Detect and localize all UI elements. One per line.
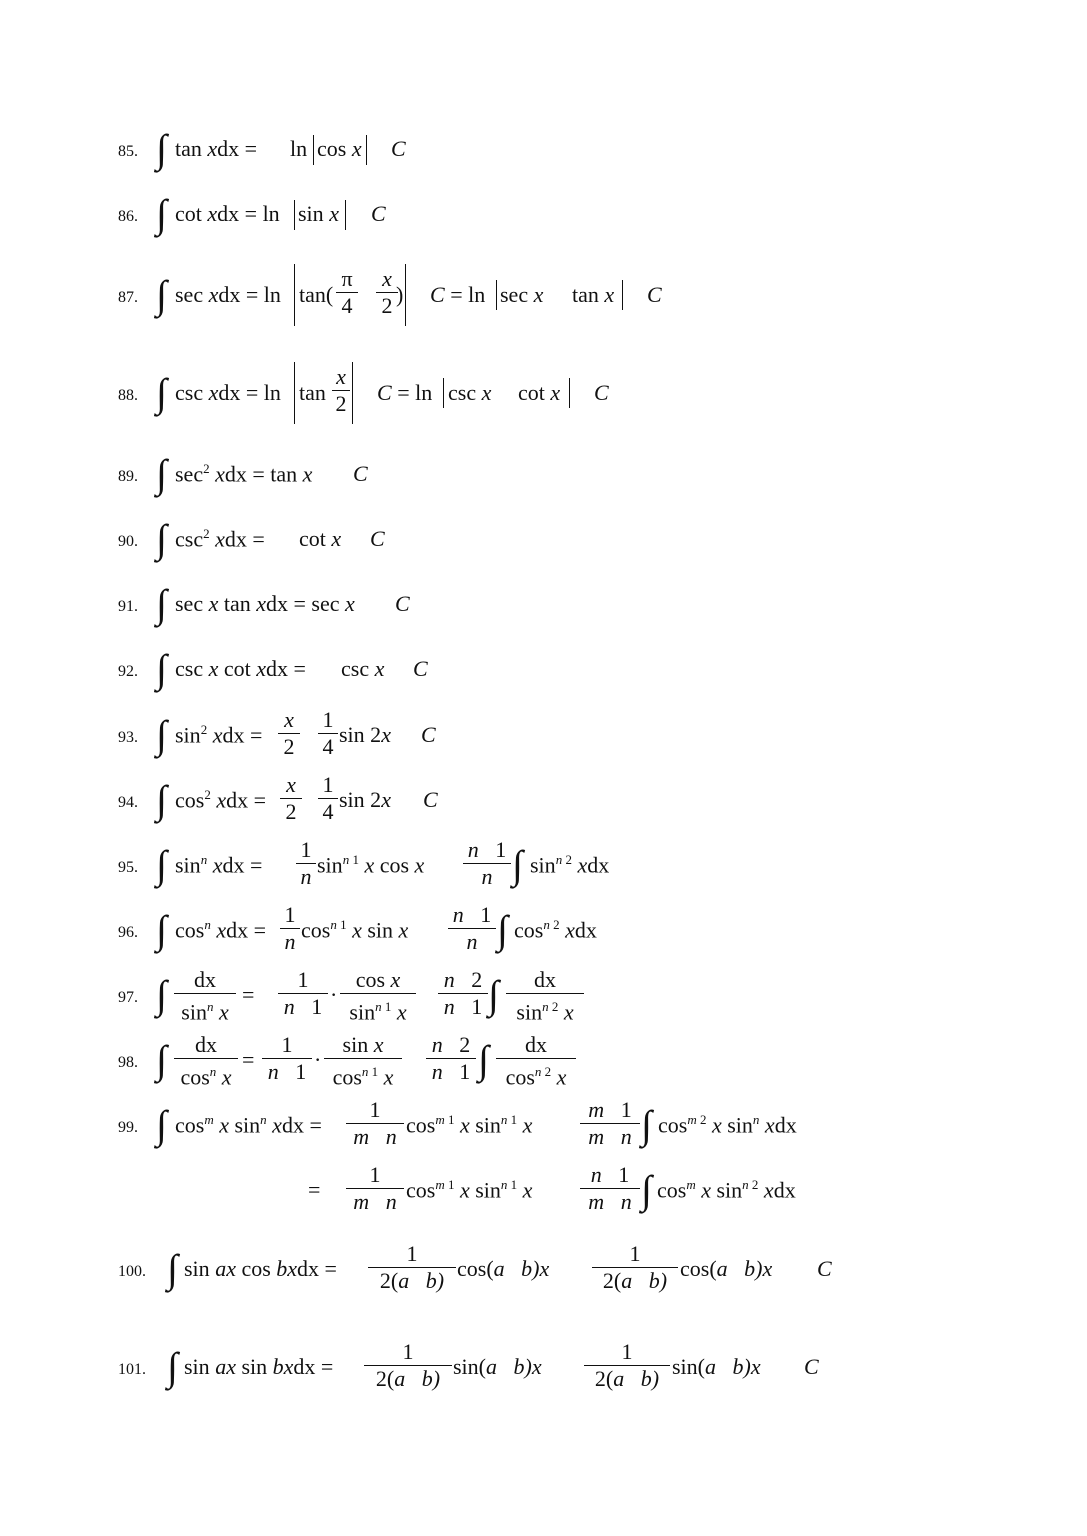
formula-number: 96. (118, 924, 138, 941)
integral-sign-icon: ∫ (488, 972, 499, 1017)
integral-sign-icon: ∫ (156, 646, 167, 691)
formula-number: 94. (118, 794, 138, 811)
formula-number: 98. (118, 1054, 138, 1071)
integral-sign-icon: ∫ (167, 1344, 178, 1389)
formula-number: 95. (118, 859, 138, 876)
formula-number: 89. (118, 468, 138, 485)
integral-sign-icon: ∫ (156, 516, 167, 561)
integral-sign-icon: ∫ (156, 712, 167, 757)
formula-number: 87. (118, 289, 138, 306)
integral-sign-icon: ∫ (641, 1167, 652, 1212)
formula-number: 91. (118, 598, 138, 615)
formula-number: 93. (118, 729, 138, 746)
formula-number: 92. (118, 663, 138, 680)
integral-sign-icon: ∫ (156, 126, 167, 171)
integral-sign-icon: ∫ (156, 1102, 167, 1147)
integral-sign-icon: ∫ (156, 581, 167, 626)
integral-sign-icon: ∫ (156, 370, 167, 415)
integral-sign-icon: ∫ (167, 1246, 178, 1291)
integral-sign-icon: ∫ (156, 451, 167, 496)
formula-number: 86. (118, 208, 138, 225)
formula-number: 90. (118, 533, 138, 550)
formula-number: 101. (118, 1361, 146, 1378)
integral-sign-icon: ∫ (156, 272, 167, 317)
integral-sign-icon: ∫ (156, 972, 167, 1017)
integral-sign-icon: ∫ (156, 842, 167, 887)
formula-number: 99. (118, 1119, 138, 1136)
formula-number: 85. (118, 143, 138, 160)
formula-number: 100. (118, 1263, 146, 1280)
integral-sign-icon: ∫ (156, 191, 167, 236)
integral-sign-icon: ∫ (156, 907, 167, 952)
formula-number: 88. (118, 387, 138, 404)
integral-sign-icon: ∫ (478, 1037, 489, 1082)
integral-sign-icon: ∫ (497, 907, 508, 952)
integral-sign-icon: ∫ (512, 842, 523, 887)
integral-sign-icon: ∫ (156, 1037, 167, 1082)
integral-sign-icon: ∫ (156, 777, 167, 822)
integral-sign-icon: ∫ (641, 1102, 652, 1147)
formula-number: 97. (118, 989, 138, 1006)
